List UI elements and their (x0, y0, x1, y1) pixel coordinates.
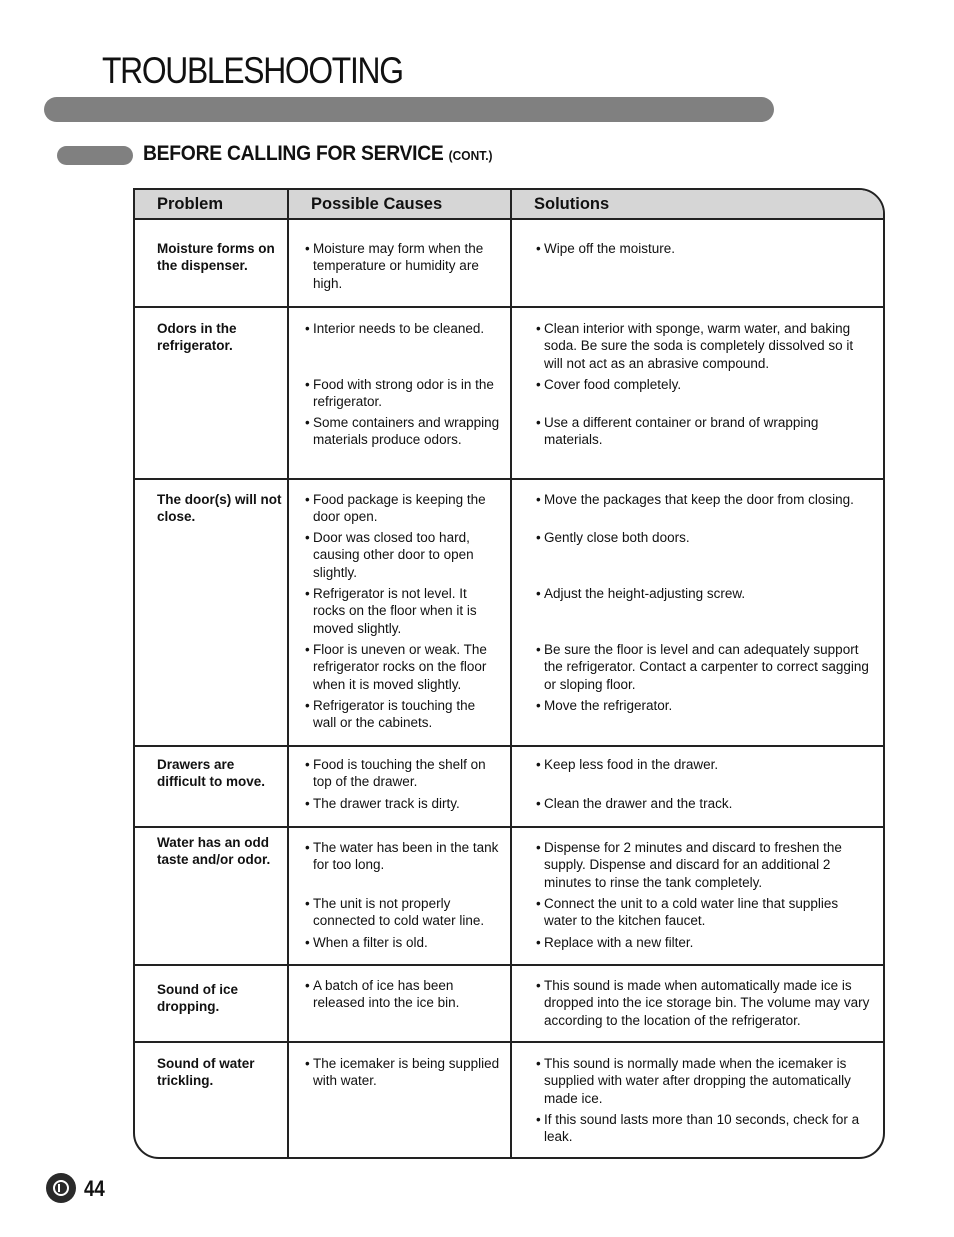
header-solutions: Solutions (534, 195, 610, 213)
solution-item: • This sound is normally made when the icemaker is supplied with water after dropping the automatically made ice. (536, 1055, 870, 1107)
cause-item: • Floor is uneven or weak. The refrigerator rocks on the floor when it is moved slightly. (305, 641, 501, 693)
page-title: TROUBLESHOOTING (102, 50, 403, 91)
solution-item: • Gently close both doors. (536, 529, 870, 546)
page-number: 44 (84, 1176, 105, 1201)
cause-item: • The water has been in the tank for too long. (305, 839, 501, 874)
table-row (135, 747, 883, 828)
solution-item: • Dispense for 2 minutes and discard to freshen the supply. Dispense and discard for an additional 2 minutes to rinse the tank completely. (536, 839, 870, 891)
solution-item: • Adjust the height-adjusting screw. (536, 585, 870, 602)
cause-item: • When a filter is old. (305, 934, 501, 951)
cause-item: • Food package is keeping the door open. (305, 491, 501, 526)
cause-item: • Door was closed too hard, causing other door to open slightly. (305, 529, 501, 581)
problem-label: The door(s) will not close. (157, 492, 282, 524)
cause-item: • A batch of ice has been released into the ice bin. (305, 977, 501, 1012)
cause-item: • Food with strong odor is in the refrigerator. (305, 376, 501, 411)
cause-item: • The icemaker is being supplied with water. (305, 1055, 501, 1090)
header-problem: Problem (135, 190, 289, 218)
solution-item: • Use a different container or brand of wrapping materials. (536, 414, 870, 449)
table-header (135, 190, 883, 220)
cause-item: • Moisture may form when the temperature or humidity are high. (305, 240, 501, 292)
cause-item: • The unit is not properly connected to cold water line. (305, 895, 501, 930)
cause-item: • The drawer track is dirty. (305, 795, 501, 812)
solution-item: • Connect the unit to a cold water line that supplies water to the kitchen faucet. (536, 895, 870, 930)
cause-item: • Food is touching the shelf on top of the drawer. (305, 756, 501, 791)
table-row (135, 1043, 883, 1159)
solution-item: • Clean the drawer and the track. (536, 795, 870, 812)
cause-item: • Some containers and wrapping materials produce odors. (305, 414, 501, 449)
solution-item: • If this sound lasts more than 10 seconds, check for a leak. (536, 1111, 870, 1146)
problem-label: Sound of water trickling. (157, 1056, 255, 1088)
section-heading (143, 142, 493, 166)
solution-item: • Clean interior with sponge, warm water, and baking soda. Be sure the soda is completely dissolved so it will not act as an abrasive compound. (536, 320, 870, 372)
section-heading-text: BEFORE CALLING FOR SERVICE (143, 142, 444, 165)
problem-label: Odors in the refrigerator. (157, 321, 237, 353)
section-heading-suffix: (CONT.) (448, 148, 493, 163)
table-row (135, 308, 883, 480)
cause-item: • Refrigerator is touching the wall or the cabinets. (305, 697, 501, 732)
cause-item: • Refrigerator is not level. It rocks on the floor when it is moved slightly. (305, 585, 501, 637)
solution-item: • This sound is made when automatically made ice is dropped into the ice storage bin. The volume may vary according to the location of the refrigerator. (536, 977, 870, 1029)
table-row (135, 480, 883, 747)
solution-item: • Move the refrigerator. (536, 697, 870, 714)
header-possible-causes: Possible Causes (289, 190, 512, 218)
cause-item: • Interior needs to be cleaned. (305, 320, 501, 337)
problem-label: Water has an odd taste and/or odor. (157, 835, 271, 867)
table-row (135, 220, 883, 308)
lg-logo-icon (46, 1173, 76, 1203)
table-row (135, 828, 883, 966)
solution-item: • Replace with a new filter. (536, 934, 870, 951)
section-marker (57, 146, 133, 165)
problem-label: Drawers are difficult to move. (157, 757, 265, 789)
problem-label: Sound of ice dropping. (157, 982, 238, 1014)
solution-item: • Cover food completely. (536, 376, 870, 393)
problem-label: Moisture forms on the dispenser. (157, 241, 275, 273)
title-divider-bar (44, 97, 774, 122)
solution-item: • Be sure the floor is level and can adequately support the refrigerator. Contact a carpenter to correct sagging or sloping floor. (536, 641, 870, 693)
solution-item: • Keep less food in the drawer. (536, 756, 870, 773)
table-row (135, 966, 883, 1043)
solution-item: • Move the packages that keep the door from closing. (536, 491, 870, 508)
solution-item: • Wipe off the moisture. (536, 240, 870, 257)
troubleshooting-table (133, 188, 885, 1159)
